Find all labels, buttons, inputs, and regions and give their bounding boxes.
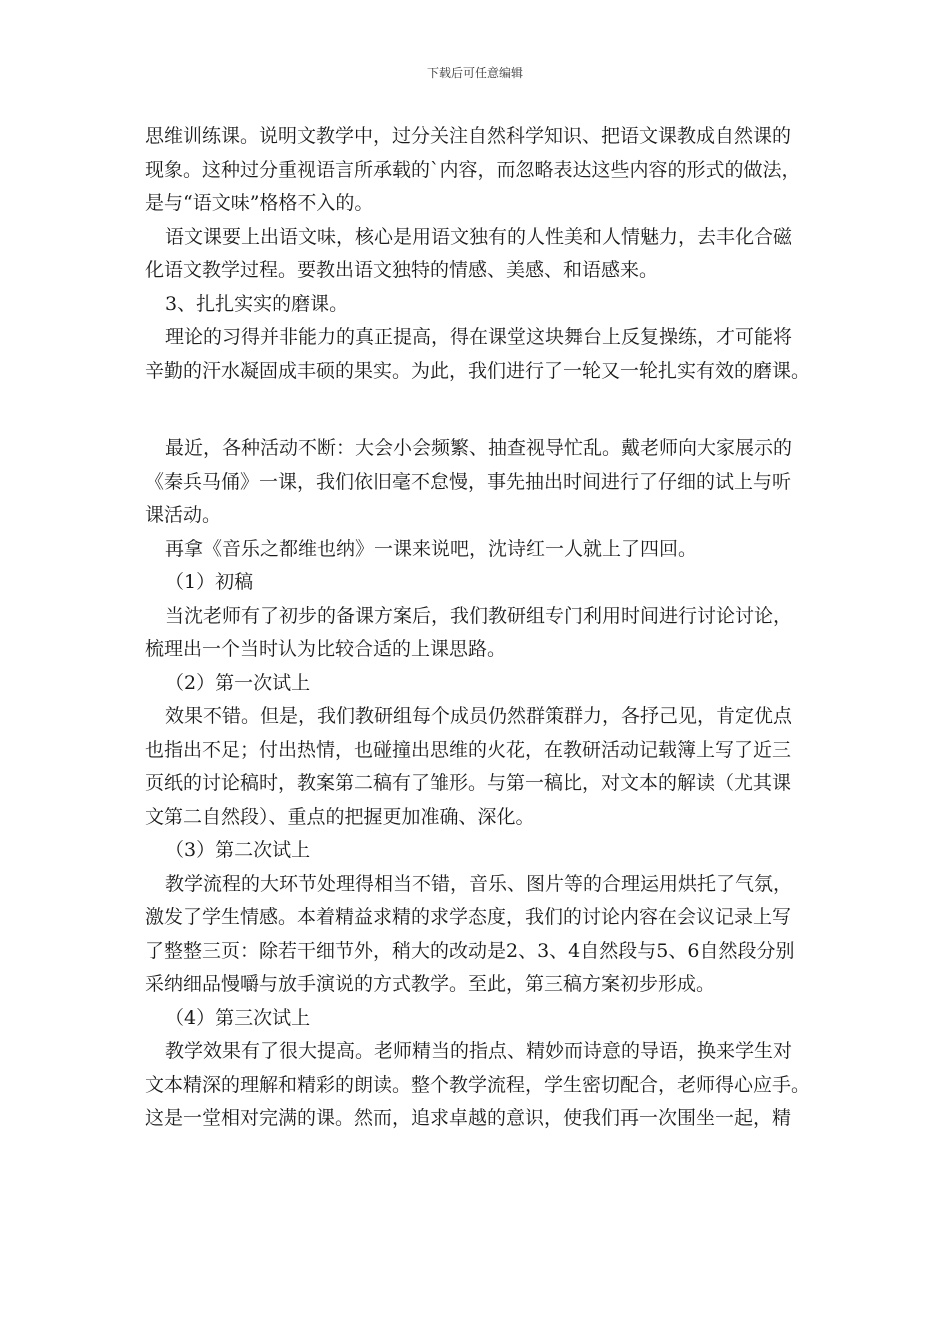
text-line: 教学流程的大环节处理得相当不错，音乐、图片等的合理运用烘托了气氛， bbox=[165, 872, 793, 895]
blank-spacer bbox=[145, 388, 825, 432]
text-line: 采纳细品慢嚼与放手演说的方式教学。至此，第三稿方案初步形成。 bbox=[145, 973, 716, 995]
document-body bbox=[145, 120, 825, 1136]
text-line: 是与“语文味”格格不入的。 bbox=[145, 192, 374, 214]
text-line: 这是一堂相对完满的课。然而，追求卓越的意识，使我们再一次围坐一起，精 bbox=[145, 1107, 792, 1129]
text-line: 《秦兵马俑》一课，我们依旧毫不怠慢，事先抽出时间进行了仔细的试上与听 bbox=[145, 470, 792, 493]
text-line: 最近，各种活动不断：大会小会频繁、抽查视导忙乱。戴老师向大家展示的 bbox=[165, 437, 793, 459]
text-line: 语文课要上出语文味，核心是用语文独有的人性美和人情魅力，去丰化合磁 bbox=[165, 225, 793, 248]
section-heading: 3、扎扎实实的磨课。 bbox=[165, 292, 349, 315]
text-line: 了整整三页：除若干细节外，稍大的改动是2、3、4自然段与5、6自然段分别 bbox=[145, 939, 795, 962]
text-line: 也指出不足；付出热情，也碰撞出思维的火花，在教研活动记载簿上写了近三 bbox=[145, 738, 792, 761]
page-header: 下载后可任意编辑 bbox=[426, 66, 523, 80]
text-line: 激发了学生情感。本着精益求精的求学态度，我们的讨论内容在会议记录上写 bbox=[145, 906, 792, 928]
text-line: 文第二自然段）、重点的把握更加准确、深化。 bbox=[145, 805, 535, 828]
text-line: 课活动。 bbox=[145, 504, 222, 526]
subsection-heading: （2）第一次试上 bbox=[165, 671, 311, 694]
text-line: 梳理出一个当时认为比较合适的上课思路。 bbox=[145, 638, 507, 660]
text-line: 理论的习得并非能力的真正提高，得在课堂这块舞台上反复操练，才可能将 bbox=[165, 326, 793, 348]
text-line: 页纸的讨论稿时，教案第二稿有了雏形。与第一稿比，对文本的解读（尤其课 bbox=[145, 772, 792, 794]
text-line: 思维训练课。说明文教学中，过分关注自然科学知识、把语文课教成自然课的 bbox=[145, 125, 792, 147]
subsection-heading: （4）第三次试上 bbox=[165, 1006, 311, 1029]
text-line: 辛勤的汗水凝固成丰硕的果实。为此，我们进行了一轮又一轮扎实有效的磨课。 bbox=[145, 359, 811, 382]
text-line: 教学效果有了很大提高。老师精当的指点、精妙而诗意的导语，换来学生对 bbox=[165, 1040, 793, 1062]
text-line: 再拿《音乐之都维也纳》一课来说吧，沈诗红一人就上了四回。 bbox=[165, 537, 698, 560]
text-line: 当沈老师有了初步的备课方案后，我们教研组专门利用时间进行讨论讨论， bbox=[165, 604, 793, 627]
subsection-heading: （3）第二次试上 bbox=[165, 839, 311, 861]
text-line: 效果不错。但是，我们教研组每个成员仍然群策群力，各抒己见，肯定优点 bbox=[165, 705, 793, 727]
text-line: 现象。这种过分重视语言所承载的`内容，而忽略表达这些内容的形式的做法， bbox=[145, 158, 801, 181]
text-line: 化语文教学过程。要教出语文独特的情感、美感、和语感来。 bbox=[145, 259, 659, 281]
text-line: 文本精深的理解和精彩的朗读。整个教学流程，学生密切配合，老师得心应手。 bbox=[145, 1073, 811, 1096]
subsection-heading: （1）初稿 bbox=[165, 571, 254, 593]
